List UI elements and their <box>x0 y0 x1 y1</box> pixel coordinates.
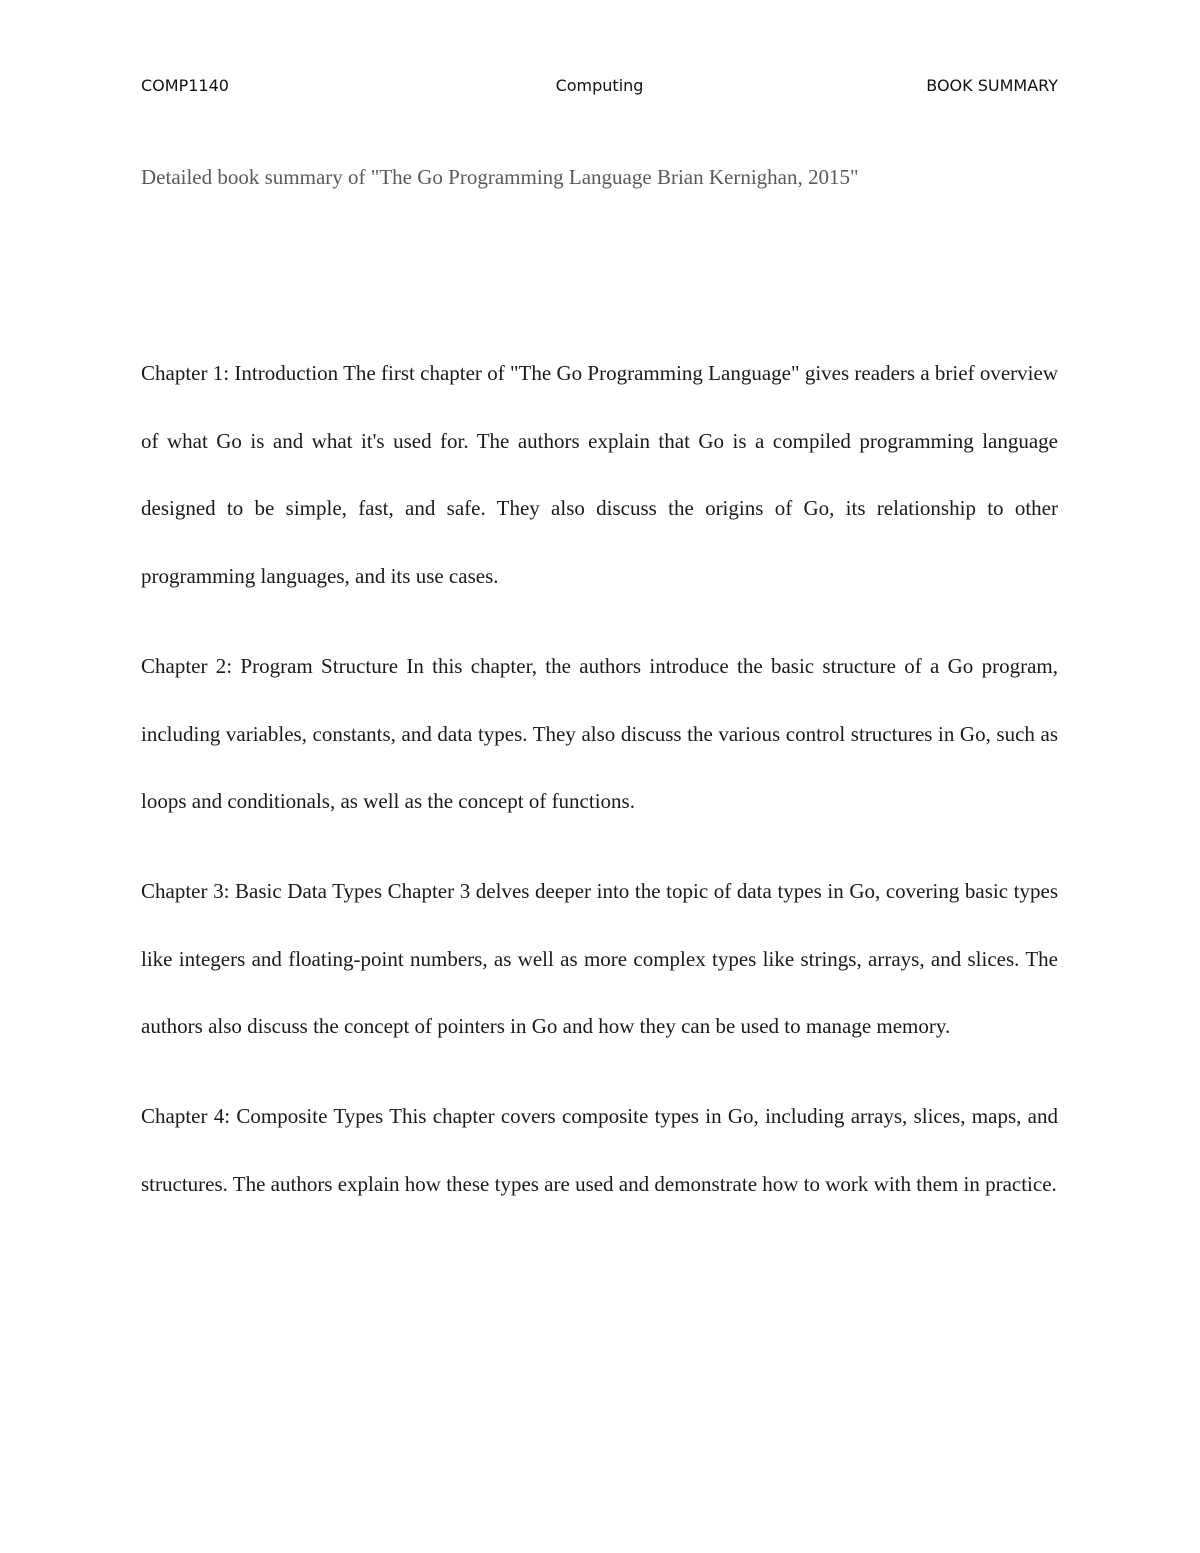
subject-label: Computing <box>555 76 644 95</box>
document-title: Detailed book summary of "The Go Programming Language Brian Kernighan, 2015" <box>141 165 859 189</box>
course-code: COMP1140 <box>141 76 229 95</box>
paragraph-chapter-2: Chapter 2: Program Structure In this chapter, the authors introduce the basic structure of a Go program, including variables, constants, and data types. They also discuss the various control structures in Go, such as loops and conditionals, as well as the concept of functions. <box>141 653 1058 814</box>
document-body <box>141 340 1058 1218</box>
paragraph-chapter-3: Chapter 3: Basic Data Types Chapter 3 delves deeper into the topic of data types in Go, covering basic types like integers and floating-point numbers, as well as more complex types like strings, arrays, and slices. The authors also discuss the concept of pointers in Go and how they can be used to manage memory. <box>141 878 1058 1039</box>
document-type-label: BOOK SUMMARY <box>926 76 1058 95</box>
paragraph-chapter-4: Chapter 4: Composite Types This chapter covers composite types in Go, including arrays, slices, maps, and structures. The authors explain how these types are used and demonstrate how to work with them in practice. <box>141 1104 1058 1196</box>
page-header <box>141 72 1058 100</box>
paragraph-chapter-1: Chapter 1: Introduction The first chapter of "The Go Programming Language" gives readers a brief overview of what Go is and what it's used for. The authors explain that Go is a compiled programming language designed to be simple, fast, and safe. They also discuss the origins of Go, its relationship to other programming languages, and its use cases. <box>141 361 1058 589</box>
